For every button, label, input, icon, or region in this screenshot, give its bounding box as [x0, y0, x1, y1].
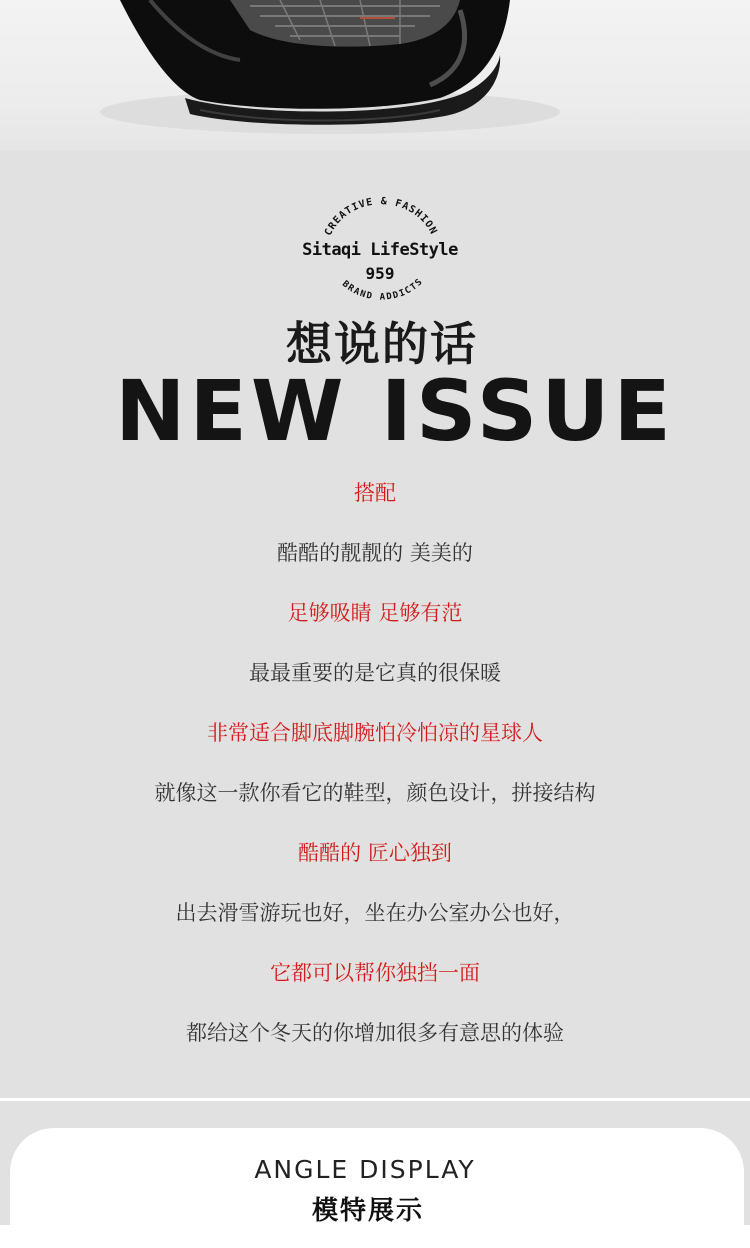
angle-display-card: [10, 1128, 744, 1248]
product-photo: [0, 0, 750, 150]
copy-line: 足够吸睛 足够有范: [287, 601, 463, 625]
logo-arc-bottom: BRAND ADDICTS: [339, 276, 426, 303]
copy-line: 它都可以帮你独挡一面: [270, 961, 480, 985]
copy-line: 酷酷的靓靓的 美美的: [277, 541, 473, 565]
page-title-en: NEW ISSUE: [115, 362, 675, 460]
copy-line: 出去滑雪游玩也好，坐在办公室办公也好，: [175, 901, 575, 925]
logo-number: 959: [365, 264, 395, 283]
section-title-en: ANGLE DISPLAY: [254, 1155, 476, 1184]
shoe-photo-icon: [0, 0, 750, 150]
copy-line: 就像这一款你看它的鞋型，颜色设计，拼接结构: [154, 781, 596, 805]
copy-line: 非常适合脚底脚腕怕冷怕凉的星球人: [207, 721, 543, 745]
copy-line: 都给这个冬天的你增加很多有意思的体验: [186, 1021, 564, 1045]
brand-logo: [300, 192, 460, 312]
logo-name: Sitaqi LifeStyle: [302, 240, 458, 260]
svg-text:CREATIVE & FASHION: [323, 196, 439, 237]
section-title-cn: 模特展示: [311, 1196, 424, 1226]
copy-line: 搭配: [354, 481, 396, 505]
logo-arc-top: CREATIVE & FASHION: [322, 196, 440, 238]
copy-line: 最最重要的是它真的很保暖: [249, 661, 501, 685]
page-title-cn: 想说的话: [286, 317, 478, 371]
copy-line: 酷酷的 匠心独到: [298, 841, 452, 865]
